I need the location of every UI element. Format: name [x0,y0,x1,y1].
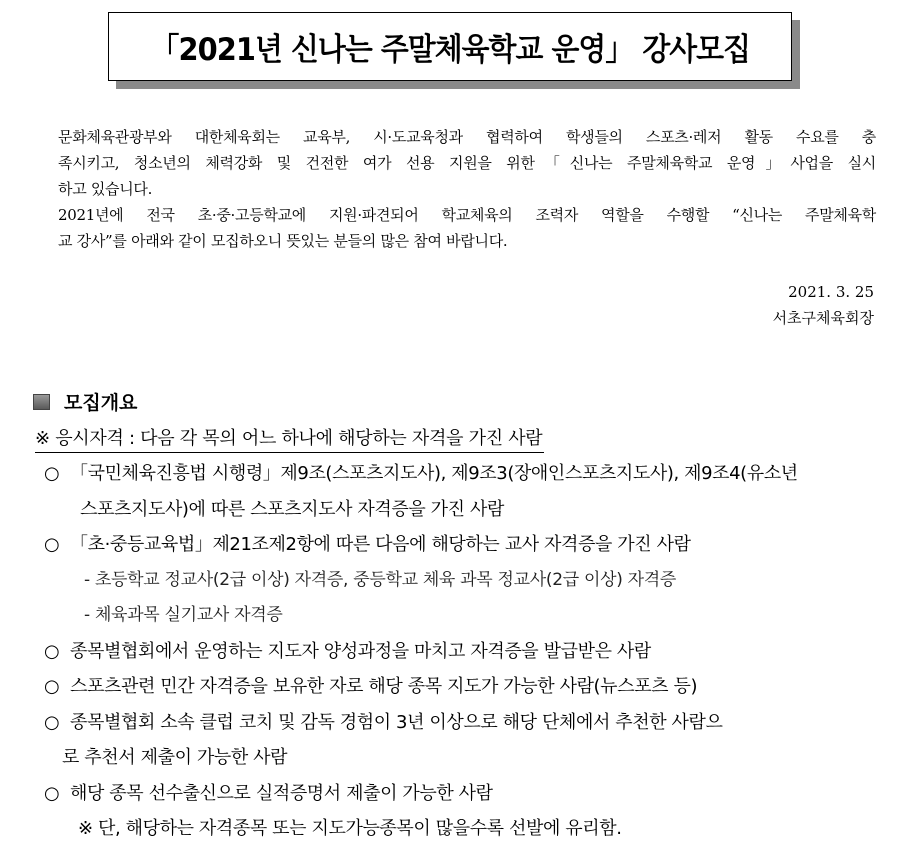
list-item-text: 스포츠관련 민간 자격증을 보유한 자로 해당 종목 지도가 가능한 사람(뉴스포츠 등) [70,676,698,697]
selection-note [44,811,876,847]
intro-paragraph [58,124,876,254]
intro-line-3: 하고 있습니다. [58,180,153,198]
intro-line-5: 교 강사”를 아래와 같이 모집하오니 뜻있는 분들의 많은 참여 바랍니다. [58,232,508,250]
section-header [33,388,137,415]
note-text: ※ 단, 해당하는 자격종목 또는 지도가능종목이 많을수록 선발에 유리함. [78,818,622,839]
section-title: 모집개요 [64,392,138,414]
circle-bullet-icon: ○ [44,534,60,555]
circle-bullet-icon: ○ [44,640,60,662]
sub-item-text: - 체육과목 실기교사 자격증 [84,605,283,625]
list-item-text: 스포츠지도사)에 따른 스포츠지도사 자격증을 가진 사람 [80,498,504,520]
circle-bullet-icon: ○ [44,782,60,804]
list-item [44,705,876,741]
sub-item [44,598,876,634]
list-item-text: 해당 종목 선수출신으로 실적증명서 제출이 가능한 사람 [70,782,493,804]
circle-bullet-icon: ○ [44,711,60,733]
list-item [44,527,876,563]
list-item-continuation [44,492,876,528]
title-box [108,12,792,81]
square-bullet-icon [33,394,50,410]
list-item [44,634,876,670]
list-item-text: 「국민체육진흥법 시행령」제9조(스포츠지도사), 제9조3(장애인스포츠지도사), 제9조4(유소년 [70,463,798,484]
issuer-name: 서초구체육회장 [772,309,874,327]
list-item-text: 종목별협회에서 운영하는 지도자 양성과정을 마치고 자격증을 발급받은 사람 [70,640,651,662]
intro-line-2: 족시키고, 청소년의 체력강화 및 건전한 여가 선용 지원을 위한「신나는 주말체육학교 운영」사업을 실시 [58,154,876,172]
issue-date: 2021. 3. 25 [788,283,874,301]
list-item [44,776,876,812]
qualification-heading: ※ 응시자격 : 다음 각 목의 어느 하나에 해당하는 자격을 가진 사람 [35,426,544,453]
qualification-list [44,456,876,847]
list-item-text: 로 추천서 제출이 가능한 사람 [62,747,288,768]
list-item-continuation [44,740,876,776]
document-title: 「2021년 신나는 주말체육학교 운영」 강사모집 [150,32,750,68]
list-item [44,456,876,492]
intro-line-1: 문화체육관광부와 대한체육회는 교육부, 시·도교육청과 협력하여 학생들의 스포츠·레저 활동 수요를 충 [58,128,876,146]
sub-item-text: - 초등학교 정교사(2급 이상) 자격증, 중등학교 체육 과목 정교사(2급 이상) 자격증 [84,569,676,590]
sub-item [44,563,876,599]
list-item-text: 「초·중등교육법」제21조제2항에 따른 다음에 해당하는 교사 자격증을 가진 사람 [70,534,691,555]
circle-bullet-icon: ○ [44,463,60,484]
intro-line-4: 2021년에 전국 초·중·고등학교에 지원·파견되어 학교체육의 조력자 역할을 수행할 “신나는 주말체육학 [58,206,876,224]
list-item [44,669,876,705]
circle-bullet-icon: ○ [44,676,60,697]
list-item-text: 종목별협회 소속 클럽 코치 및 감독 경험이 3년 이상으로 해당 단체에서 추천한 사람으 [70,711,723,733]
signature-block [773,279,874,331]
